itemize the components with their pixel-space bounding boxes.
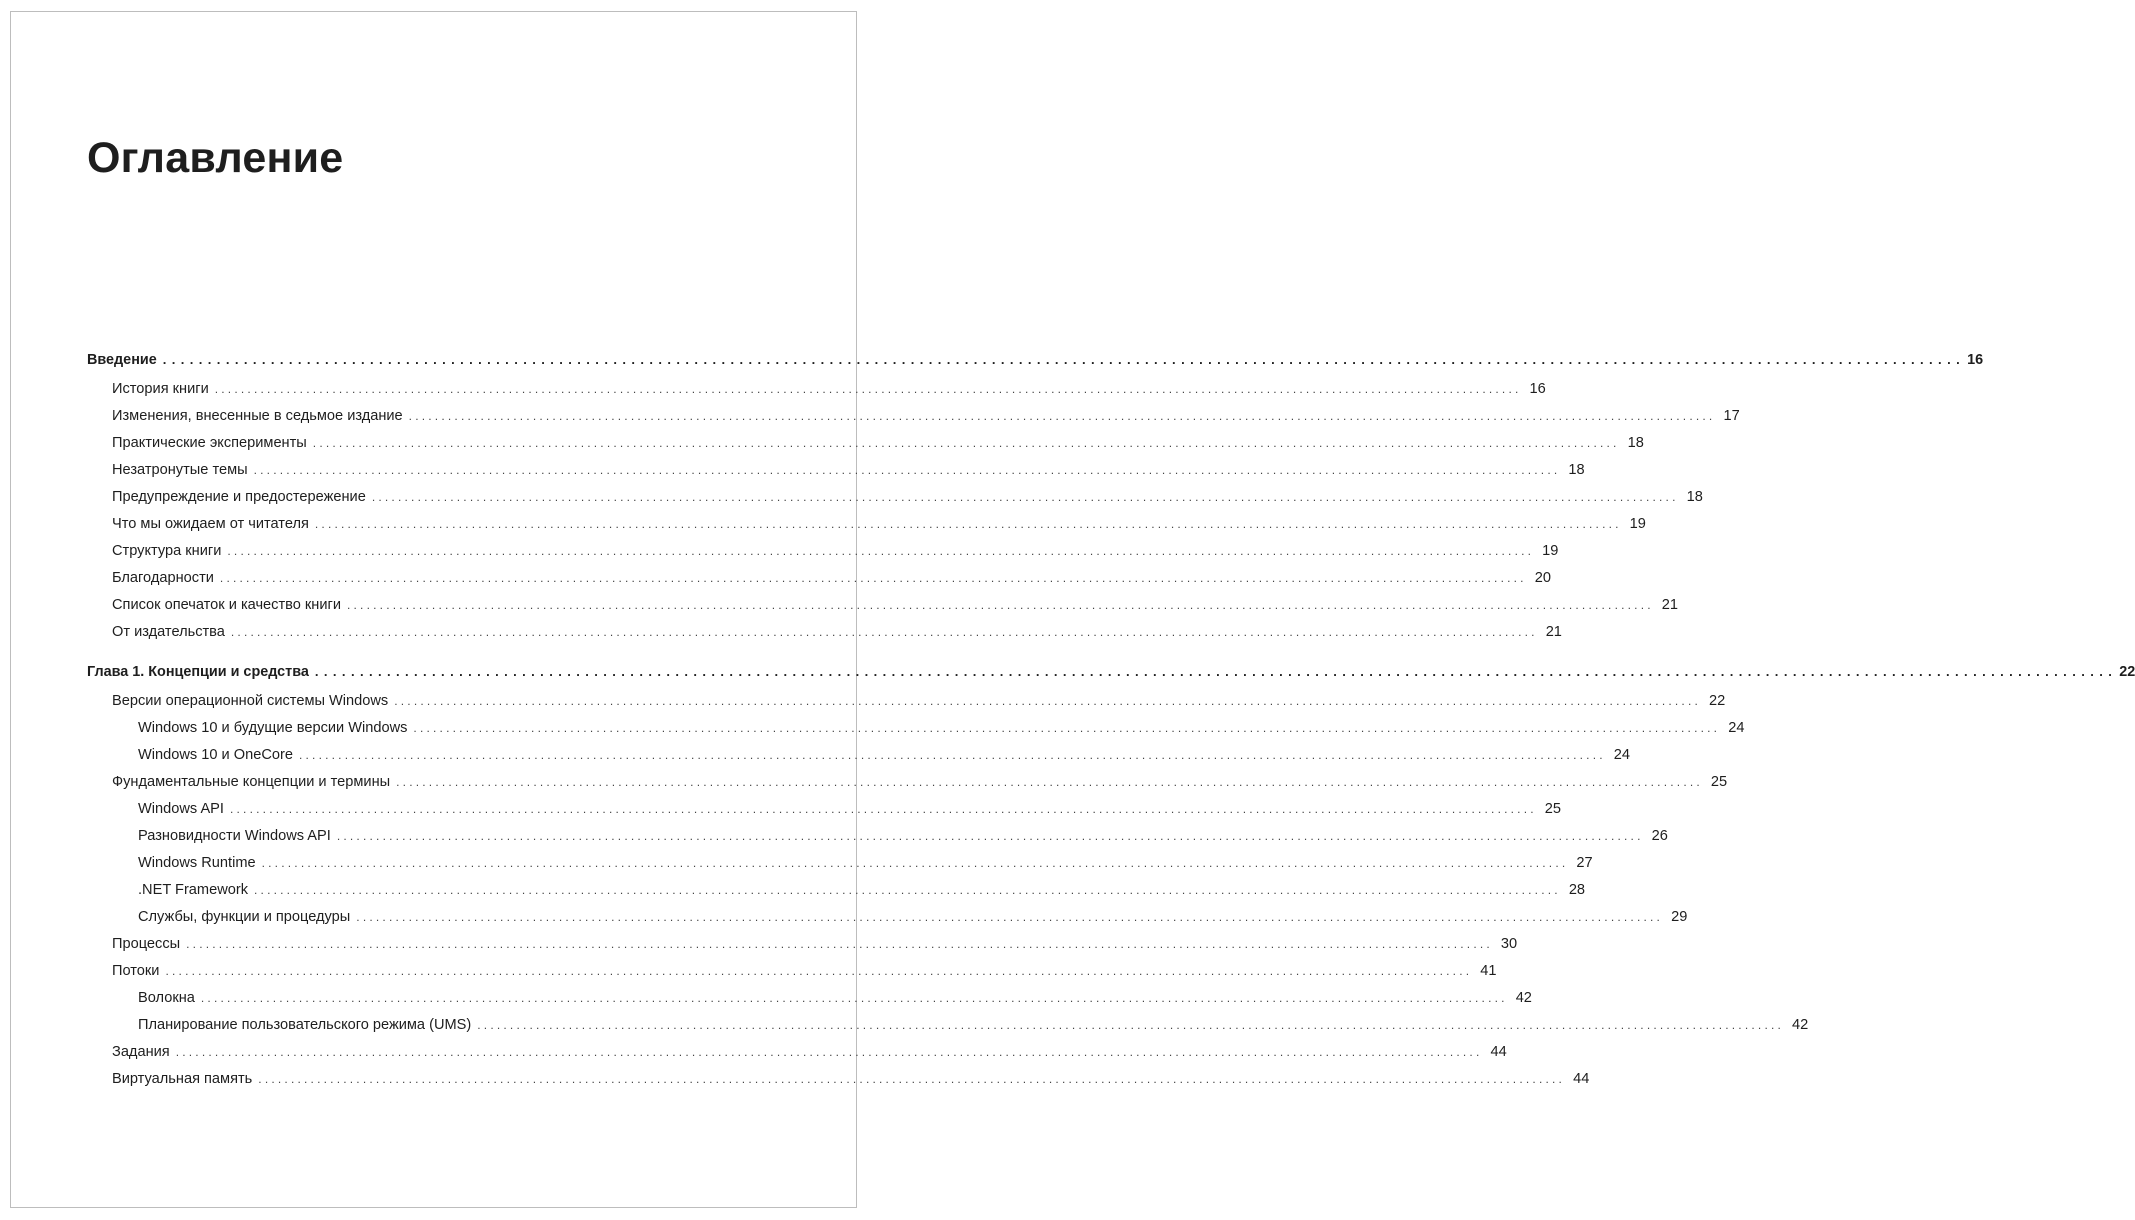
toc-entry-page-number: 29 [1671,909,1688,925]
toc-entry-page-number: 28 [1568,882,1586,898]
dot-leader: ........................................................................................................................................................................................................ [219,571,1527,585]
toc-entry[interactable] [112,1068,1590,1090]
dot-leader: ........................................................................................................................................................................................................ [214,382,1522,396]
toc-entry-label: Структура книги [112,543,222,559]
toc-entry[interactable] [112,567,1551,589]
toc-entry[interactable] [112,486,1703,508]
toc-entry-label: Службы, функции и процедуры [138,909,351,925]
dot-leader: ........................................................................................................................................................................................................ [356,910,1664,924]
toc-entry-label: .NET Framework [138,882,249,898]
toc-entry[interactable] [138,744,1630,766]
dot-leader: ........................................................................................................................................................................................................ [200,991,1508,1005]
toc-entry[interactable] [112,432,1644,454]
toc-entry-label: Предупреждение и предостережение [112,489,366,505]
toc-entry[interactable] [112,690,1726,712]
toc-entry-label: Список опечаток и качество книги [112,597,341,613]
dot-leader: ........................................................................................................................................................................................................ [162,352,1966,367]
toc-entry-label: Потоки [112,963,160,979]
dot-leader: ........................................................................................................................................................................................................ [254,883,1561,897]
dot-leader: ........................................................................................................................................................................................................ [253,463,1561,477]
toc-entry[interactable] [112,459,1585,481]
toc-entry[interactable] [138,879,1586,901]
toc-entry-label: Волокна [138,990,195,1006]
toc-entry-label: Windows 10 и будущие версии Windows [138,720,408,736]
toc-entry[interactable] [138,987,1532,1009]
toc-entry-label: Введение [87,352,157,368]
toc-entry[interactable] [138,798,1562,820]
dot-leader: ........................................................................................................................................................................................................ [396,775,1703,789]
toc-entry-page-number: 42 [1792,1017,1809,1033]
toc-entry[interactable] [138,825,1668,847]
toc-entry-page-number: 22 [2119,664,2135,680]
toc-entry-page-number: 16 [1967,352,1984,368]
toc-entry-page-number: 21 [1545,624,1562,640]
dot-leader: ........................................................................................................................................................................................................ [413,721,1721,735]
toc-entry-label: Windows API [138,801,224,817]
toc-entry-label: Незатронутые темы [112,462,248,478]
toc-entry[interactable] [138,717,1745,739]
toc-entry-label: Версии операционной системы Windows [112,693,389,709]
toc-entry[interactable] [112,771,1728,793]
toc-entry[interactable] [112,594,1679,616]
dot-leader: ........................................................................................................................................................................................................ [230,625,1538,639]
toc-entry-page-number: 25 [1710,774,1728,790]
toc-entry-page-number: 30 [1500,936,1518,952]
toc-entry-label: Windows 10 и OneCore [138,747,293,763]
toc-entry[interactable] [112,540,1559,562]
toc-entry-label: От издательства [112,624,225,640]
dot-leader: ........................................................................................................................................................................................................ [186,937,1493,951]
toc-entry-page-number: 44 [1573,1071,1590,1087]
toc-entry-label: Разновидности Windows API [138,828,331,844]
dot-leader: ........................................................................................................................................................................................................ [408,409,1716,423]
toc-entry-label: Процессы [112,936,181,952]
toc-entry-page-number: 18 [1627,435,1644,451]
toc-entry-page-number: 21 [1661,597,1679,613]
toc-entry-page-number: 25 [1544,801,1562,817]
toc-entry-label: Планирование пользовательского режима (UMS) [138,1017,472,1033]
dot-leader: ........................................................................................................................................................................................................ [261,856,1569,870]
toc-entry-label: Благодарности [112,570,214,586]
dot-leader: ........................................................................................................................................................................................................ [298,748,1606,762]
toc-entry[interactable] [138,852,1593,874]
toc-entry-page-number: 19 [1542,543,1559,559]
page-title: Оглавление [87,134,344,182]
toc-entry[interactable] [87,349,1984,371]
toc-entry[interactable] [112,405,1740,427]
toc-entry-label: Фундаментальные концепции и термины [112,774,391,790]
toc-entry[interactable] [138,1014,1809,1036]
dot-leader: ........................................................................................................................................................................................................ [229,802,1537,816]
toc-entry-label: Виртуальная память [112,1071,253,1087]
toc-entry[interactable] [138,906,1688,928]
toc-entry-label: Задания [112,1044,170,1060]
dot-leader: ........................................................................................................................................................................................................ [371,490,1679,504]
toc-entry[interactable] [112,1041,1507,1063]
toc-entry-page-number: 16 [1529,381,1546,397]
toc-entry-page-number: 44 [1490,1044,1507,1060]
toc-entry[interactable] [112,933,1518,955]
toc-entry-page-number: 17 [1723,408,1740,424]
dot-leader: ........................................................................................................................................................................................................ [477,1018,1785,1032]
toc-entry-label: Изменения, внесенные в седьмое издание [112,408,403,424]
toc-entry-page-number: 22 [1709,693,1726,709]
toc-entry[interactable] [112,513,1646,535]
toc-entry[interactable] [112,378,1546,400]
toc-entry-label: История книги [112,381,209,397]
dot-leader: ........................................................................................................................................................................................................ [165,964,1473,978]
toc-entry-page-number: 24 [1613,747,1630,763]
toc-entry-page-number: 24 [1728,720,1745,736]
dot-leader: ........................................................................................................................................................................................................ [336,829,1644,843]
toc-entry-page-number: 18 [1568,462,1585,478]
toc-entry[interactable] [87,661,2135,683]
toc-entry[interactable] [112,621,1562,643]
dot-leader: ........................................................................................................................................................................................................ [258,1072,1566,1086]
toc-entry-label: Практические эксперименты [112,435,307,451]
toc-entry[interactable] [112,960,1497,982]
toc-entry-page-number: 42 [1515,990,1532,1006]
dot-leader: ........................................................................................................................................................................................................ [346,598,1654,612]
dot-leader: ........................................................................................................................................................................................................ [394,694,1702,708]
dot-leader: ........................................................................................................................................................................................................ [175,1045,1483,1059]
toc-entry-page-number: 18 [1686,489,1703,505]
toc-entry-label: Windows Runtime [138,855,256,871]
dot-leader: ........................................................................................................................................................................................................ [314,664,2118,679]
toc-entry-label: Что мы ожидаем от читателя [112,516,309,532]
dot-leader: ........................................................................................................................................................................................................ [312,436,1620,450]
toc-entry-page-number: 19 [1629,516,1646,532]
dot-leader: ........................................................................................................................................................................................................ [227,544,1535,558]
toc-entry-page-number: 26 [1651,828,1668,844]
dot-leader: ........................................................................................................................................................................................................ [314,517,1622,531]
toc-entry-page-number: 20 [1534,570,1551,586]
toc-entry-label: Глава 1. Концепции и средства [87,664,309,680]
toc-entry-page-number: 27 [1576,855,1593,871]
toc-entry-page-number: 41 [1480,963,1497,979]
